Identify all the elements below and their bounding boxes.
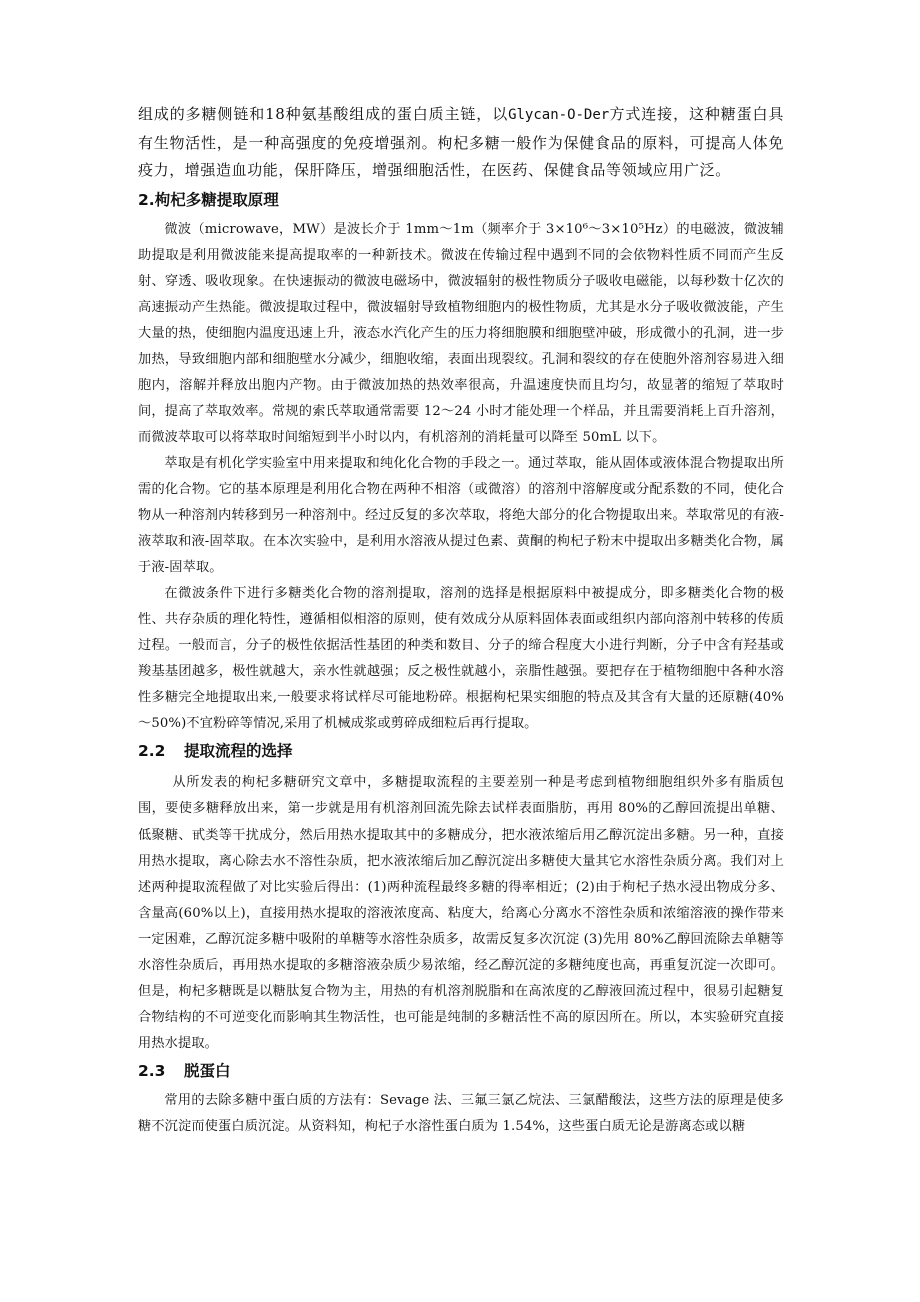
section-number: 2.3 <box>138 1061 166 1080</box>
section-heading-process <box>138 738 784 764</box>
section-heading-principle <box>138 187 784 213</box>
section-heading-deproteinize <box>138 1058 784 1084</box>
section-number: 2. <box>138 190 155 209</box>
paragraph-solvent: 在微波条件下进行多糖类化合物的溶剂提取，溶剂的选择是根据原料中被提成分，即多糖类化合物的极性、共存杂质的理化特性，遵循相似相溶的原则，使有效成分从原料固体表面或组织内部向溶剂中转移的传质过程。一般而言，分子的极性依据活性基团的种类和数目、分子的缔合程度大小进行判断，分子中含有羟基或羧基基团越多，极性就越大，亲水性就越强；反之极性就越小，亲脂性越强。要把存在于植物细胞中各种水溶性多糖完全地提取出来,一般要求将试样尽可能地粉碎。根据枸杞果实细胞的特点及其含有大量的还原糖(40%～50%)不宜粉碎等情况,采用了机械成浆或剪碎成细粒后再行提取。 <box>138 586 784 732</box>
document-page <box>138 101 784 1140</box>
section-number: 2.2 <box>138 742 166 761</box>
section-title: 枸杞多糖提取原理 <box>154 190 279 209</box>
paragraph-extraction: 萃取是有机化学实验室中用来提取和纯化化合物的手段之一。通过萃取，能从固体或液体混合物提取出所需的化合物。它的基本原理是利用化合物在两种不相溶（或微溶）的溶剂中溶解度或分配系数的不同，使化合物从一种溶剂内转移到另一种溶剂中。经过反复的多次萃取，将绝大部分的化合物提取出来。萃取常见的有液-液萃取和液-固萃取。在本次实验中，是利用水溶液从提过色素、黄酮的枸杞子粉末中提取出多糖类化合物，属于液-固萃取。 <box>138 455 784 576</box>
paragraph-microwave: 微波（microwave，MW）是波长介于 1mm～1m（频率介于 3×10⁶～3×10⁵Hz）的电磁波，微波辅助提取是利用微波能来提高提取率的一种新技术。微波在传输过程中遇到不同的会依物料性质不同而产生反射、穿透、吸收现象。在快速振动的微波电磁场中，微波辐射的极性物质分子吸收电磁能，以每秒数十亿次的高速振动产生热能。微波提取过程中，微波辐射导致植物细胞内的极性物质，尤其是水分子吸收微波能，产生大量的热，使细胞内温度迅速上升，液态水汽化产生的压力将细胞膜和细胞壁冲破，形成微小的孔洞，进一步加热，导致细胞内部和细胞壁水分减少，细胞收缩，表面出现裂纹。孔洞和裂纹的存在使胞外溶剂容易进入细胞内，溶解并释放出胞内产物。由于微波加热的热效率很高，升温速度快而且均匀，故显著的缩短了萃取时间，提高了萃取效率。常规的索氏萃取通常需要 12～24 小时才能处理一个样品，并且需要消耗上百升溶剂，而微波萃取可以将萃取时间缩短到半小时以内，有机溶剂的消耗量可以降至 50mL 以下。 <box>138 221 784 445</box>
intro-text-2: 方式连接，这种糖蛋白具有生物活性，是一种高强度的免疫增强剂。枸杞多糖一般作为保健食品的原料，可提高人体免疫力，增强造血功能，保肝降压，增强细胞活性，在医药、保健食品等领域应用广泛。 <box>138 105 784 179</box>
intro-text-1: 组成的多糖侧链和18种氨基酸组成的蛋白质主链，以 <box>138 105 509 123</box>
intro-code: Glycan-O-Der <box>508 107 610 123</box>
paragraph-deproteinize: 常用的去除多糖中蛋白质的方法有：Sevage 法、三氟三氯乙烷法、三氯醋酸法，这些方法的原理是使多糖不沉淀而使蛋白质沉淀。从资料知，枸杞子水溶性蛋白质为 1.54%，这些蛋白质无论是游离态或以糖 <box>138 1092 784 1134</box>
paragraph-process: 从所发表的枸杞多糖研究文章中，多糖提取流程的主要差别一种是考虑到植物细胞组织外多有脂质包围，要使多糖释放出来，第一步就是用有机溶剂回流先除去试样表面脂肪，再用 80%的乙醇回流提出单糖、低聚糖、甙类等干扰成分，然后用热水提取其中的多糖成分，把水液浓缩后用乙醇沉淀出多糖。另一种，直接用热水提取，离心除去水不溶性杂质，把水液浓缩后加乙醇沉淀出多糖使大量其它水溶性杂质分离。我们对上述两种提取流程做了对比实验后得出：(1)两种流程最终多糖的得率相近；(2)由于枸杞子热水浸出物成分多、含量高(60%以上)，直接用热水提取的溶液浓度高、粘度大，给离心分离水不溶性杂质和浓缩溶液的操作带来一定困难，乙醇沉淀多糖中吸附的单糖等水溶性杂质多，故需反复多次沉淀 (3)先用 80%乙醇回流除去单糖等水溶性杂质后，再用热水提取的多糖溶液杂质少易浓缩，经乙醇沉淀的多糖纯度也高，再重复沉淀一次即可。但是，枸杞多糖既是以糖肽复合物为主，用热的有机溶剂脱脂和在高浓度的乙醇液回流过程中，很易引起糖复合物结构的不可逆变化而影响其生物活性，也可能是纯制的多糖活性不高的原因所在。所以，本实验研究直接用热水提取。 <box>138 775 784 1051</box>
section-title: 脱蛋白 <box>184 1061 231 1080</box>
section-title: 提取流程的选择 <box>184 742 293 761</box>
intro-paragraph <box>138 101 784 185</box>
